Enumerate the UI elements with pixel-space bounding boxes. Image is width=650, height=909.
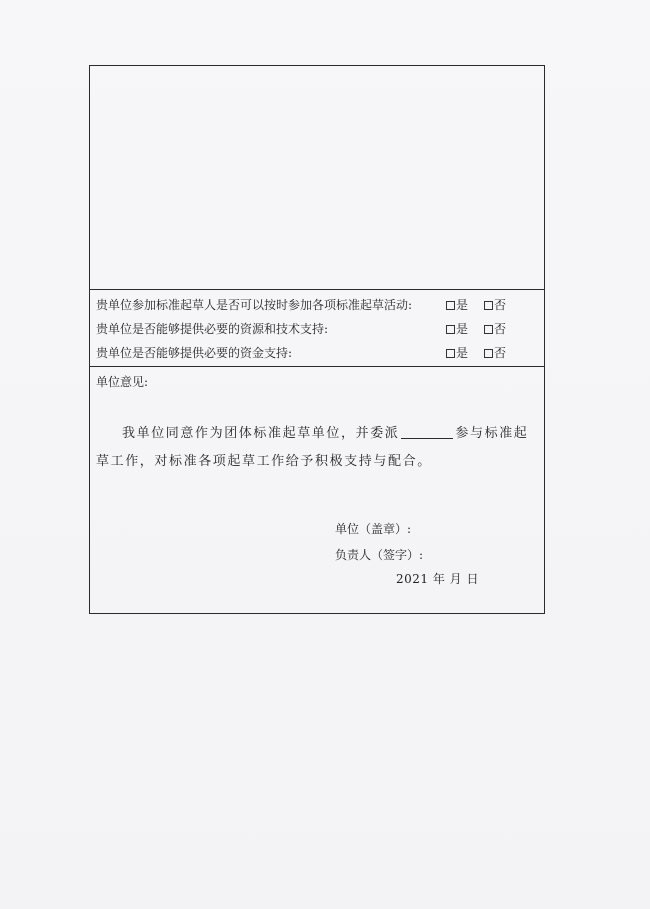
option-yes-label: 是	[456, 298, 469, 312]
date-label: 2021 年 月 日	[396, 572, 479, 586]
option-no[interactable]	[484, 343, 506, 363]
option-yes[interactable]	[446, 343, 468, 363]
option-no-label: 否	[494, 298, 507, 312]
statement-line-2: 草工作，对标准各项起草工作给予积极支持与配合。	[96, 454, 432, 469]
statement-line-1	[96, 420, 540, 448]
checkbox-icon[interactable]	[484, 301, 493, 310]
application-form-table	[89, 65, 545, 614]
questions-section	[90, 290, 544, 367]
question-row-attendance	[96, 295, 538, 315]
question-row-resources	[96, 319, 538, 339]
opinion-label: 单位意见:	[96, 375, 149, 389]
opinion-statement	[96, 420, 540, 476]
unit-seal-label: 单位（盖章）:	[335, 522, 412, 536]
checkbox-icon[interactable]	[484, 325, 493, 334]
option-yes[interactable]	[446, 295, 468, 315]
statement-text-after: 参与标准起	[455, 426, 529, 441]
checkbox-icon[interactable]	[446, 301, 455, 310]
person-signature-label: 负责人（签字）:	[335, 548, 424, 562]
blank-content-area	[90, 66, 544, 290]
option-no-label: 否	[494, 346, 507, 360]
option-no[interactable]	[484, 295, 506, 315]
question-text: 贵单位参加标准起草人是否可以按时参加各项标准起草活动:	[96, 298, 413, 312]
option-yes[interactable]	[446, 319, 468, 339]
option-no-label: 否	[494, 322, 507, 336]
question-row-funding	[96, 343, 538, 363]
option-no[interactable]	[484, 319, 506, 339]
checkbox-icon[interactable]	[446, 349, 455, 358]
delegate-name-blank[interactable]	[401, 424, 453, 439]
statement-text-before: 我单位同意作为团体标准起草单位，并委派	[122, 426, 400, 441]
question-text: 贵单位是否能够提供必要的资源和技术支持:	[96, 322, 329, 336]
checkbox-icon[interactable]	[446, 325, 455, 334]
question-text: 贵单位是否能够提供必要的资金支持:	[96, 346, 293, 360]
option-yes-label: 是	[456, 346, 469, 360]
option-yes-label: 是	[456, 322, 469, 336]
checkbox-icon[interactable]	[484, 349, 493, 358]
